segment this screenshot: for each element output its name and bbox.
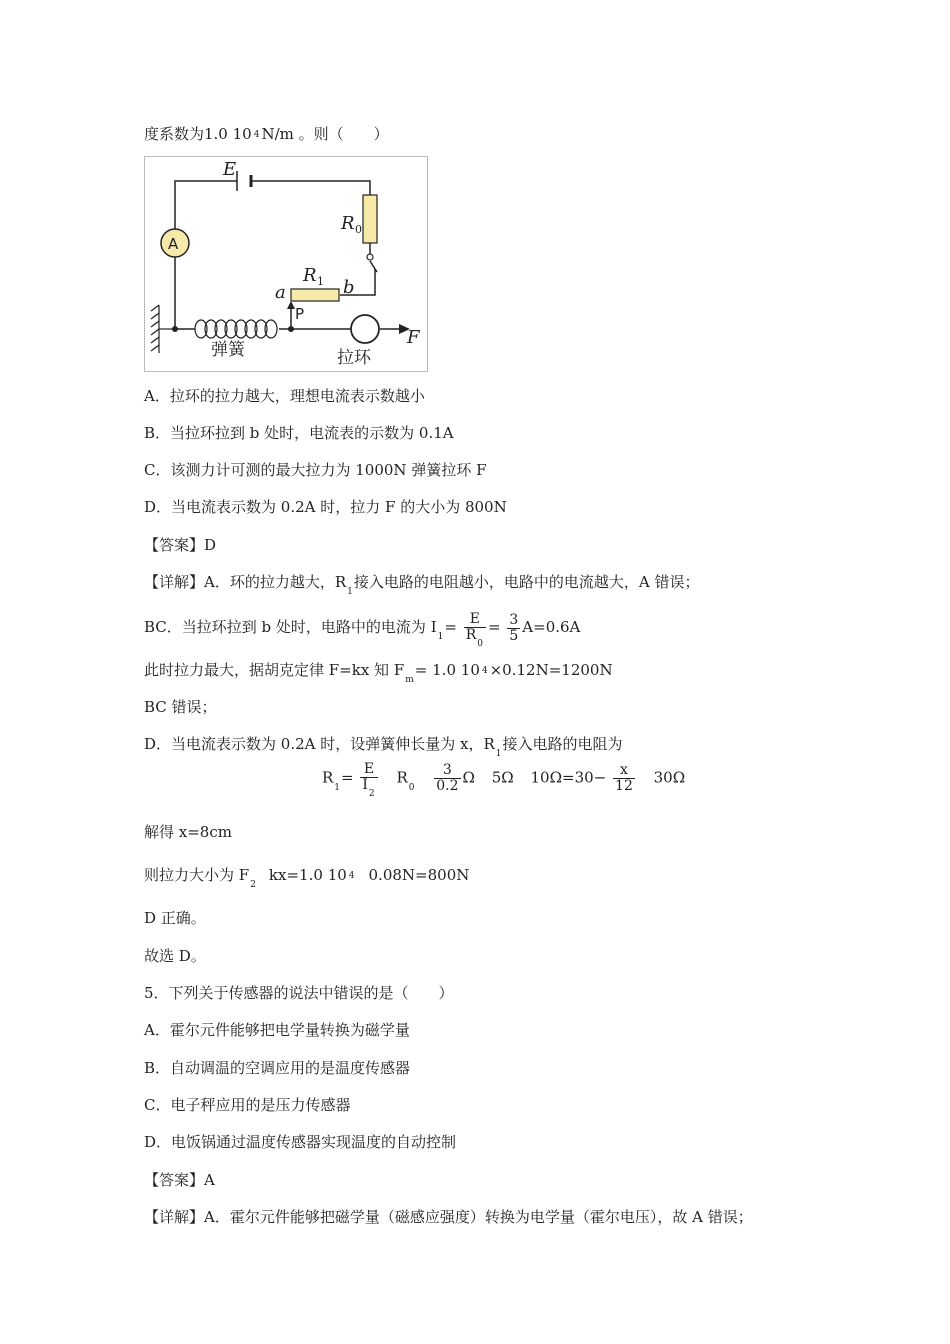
fraction-numerator: x xyxy=(613,763,635,779)
q4-force-pow: 10 xyxy=(327,866,347,884)
question-intro xyxy=(144,124,389,147)
q4-max-sub: m xyxy=(405,675,414,685)
q4-bc-eq: = xyxy=(444,618,457,636)
label-spring: 弹簧 xyxy=(211,340,245,360)
q4-option-c: C．该测力计可测的最大拉力为 1000N 弹簧拉环 F xyxy=(144,461,487,479)
q4-force xyxy=(144,865,469,888)
label-e: E xyxy=(223,159,237,180)
label-r1: R xyxy=(303,265,317,286)
q4-bc-text: BC．当拉环拉到 b 处时，电路中的电流为 xyxy=(144,618,426,636)
fraction-numerator: 3 xyxy=(434,763,460,779)
circuit-diagram xyxy=(144,156,428,372)
switch-contact-icon xyxy=(367,254,373,260)
q4-max-result: ×0.12N=1200N xyxy=(489,661,613,679)
q4-detail-bc xyxy=(144,610,580,647)
junction-dot xyxy=(288,326,294,332)
eq-fraction-3-02 xyxy=(434,763,460,794)
label-p: P xyxy=(295,305,305,323)
q4-force-result: 0.08N=800N xyxy=(368,866,470,884)
q5-option-b: B．自动调温的空调应用的是温度传感器 xyxy=(144,1059,411,1077)
fraction-denominator-sub: 0 xyxy=(477,638,484,649)
eq-equals: = xyxy=(341,768,354,787)
q5-stem: 5．下列关于传感器的说法中错误的是（ ） xyxy=(144,984,454,1002)
q4-force-mid: kx=1.0 xyxy=(268,866,323,884)
fraction-numerator: 3 xyxy=(509,611,519,628)
label-ammeter: A xyxy=(168,235,179,253)
label-r0-sub: 0 xyxy=(355,223,362,236)
q4-force-text: 则拉力大小为 F xyxy=(144,866,250,884)
eq-fraction-x-12 xyxy=(613,763,635,794)
q4-force-exp: 4 xyxy=(348,871,355,881)
circuit-svg xyxy=(145,157,427,371)
q4-bc-wrong: BC 错误； xyxy=(144,698,217,716)
fraction-numerator: E xyxy=(464,612,486,628)
fraction-numerator: E xyxy=(360,762,377,778)
resistor-r0-icon xyxy=(363,195,377,243)
q4-bc-result: A=0.6A xyxy=(522,618,581,636)
q4-bc-eq2: = xyxy=(488,618,501,636)
q5-option-a: A．霍尔元件能够把电学量转换为磁学量 xyxy=(144,1021,410,1039)
fraction-denominator xyxy=(360,777,377,799)
fraction-denominator: 12 xyxy=(615,778,633,794)
q4-bc-i: I xyxy=(430,618,437,636)
fraction-denominator-r: R xyxy=(465,626,477,643)
label-ring: 拉环 xyxy=(337,348,371,368)
eq-term-5: 5Ω xyxy=(491,768,514,787)
fraction-denominator: 0.2 xyxy=(436,778,459,794)
q4-bc-fraction-e-r0 xyxy=(464,610,486,649)
fraction-denominator: 5 xyxy=(509,627,519,644)
q4-detail-d xyxy=(144,734,623,757)
q4-bc-fraction-3-5 xyxy=(507,613,520,644)
q4-d-sub: 1 xyxy=(495,749,502,759)
q4-detail-a-sub: 1 xyxy=(347,587,353,597)
q4-choose: 故选 D。 xyxy=(144,947,206,965)
eq-r0-sub: 0 xyxy=(408,782,415,793)
q4-max-force xyxy=(144,660,613,683)
q4-d-tail: 接入电路的电阻为 xyxy=(502,735,623,753)
label-b: b xyxy=(343,277,355,298)
spring-icon xyxy=(195,320,277,338)
q4-d-right: D 正确。 xyxy=(144,909,206,927)
q4-bc-i-sub: 1 xyxy=(437,632,444,642)
eq-fraction-e-i2 xyxy=(360,761,377,799)
fraction-denominator-sub: 2 xyxy=(368,789,375,799)
q4-answer: 【答案】D xyxy=(144,536,217,554)
label-f: F xyxy=(407,327,420,348)
intro-power-base: 10 xyxy=(232,125,252,143)
q4-max-pow: 10 xyxy=(460,661,480,679)
fraction-denominator-i: I xyxy=(362,777,368,793)
q4-equation xyxy=(322,761,686,799)
q4-max-mid: = 1.0 xyxy=(414,661,456,679)
label-r0: R xyxy=(341,213,355,234)
eq-term-10: 10Ω=30− xyxy=(530,768,607,787)
eq-term-30: 30Ω xyxy=(653,768,686,787)
eq-omega: Ω xyxy=(462,768,475,787)
resistor-r1-icon xyxy=(291,289,339,301)
q4-force-sub: 2 xyxy=(250,880,256,890)
intro-text: 度系数为1.0 xyxy=(144,125,228,143)
junction-dot xyxy=(172,326,178,332)
q4-detail-a-tail: 接入电路的电阻越小，电路中的电流越大，A 错误； xyxy=(353,573,700,591)
q4-detail-a-text: 【详解】A．环的拉力越大，R xyxy=(144,573,347,591)
battery-icon xyxy=(237,171,251,191)
eq-r: R xyxy=(322,768,334,787)
q5-option-c: C．电子秤应用的是压力传感器 xyxy=(144,1096,351,1114)
q4-max-exp: 4 xyxy=(481,666,488,676)
label-a: a xyxy=(275,282,286,303)
q4-d-text: D．当电流表示数为 0.2A 时，设弹簧伸长量为 x，R xyxy=(144,735,495,753)
label-r1-sub: 1 xyxy=(317,275,324,288)
q5-answer: 【答案】A xyxy=(144,1171,215,1189)
q5-detail: 【详解】A．霍尔元件能够把磁学量（磁感应强度）转换为电学量（霍尔电压），故 A 错误； xyxy=(144,1208,753,1226)
ring-icon xyxy=(351,315,379,343)
q4-detail-a xyxy=(144,572,699,595)
intro-exponent: 4 xyxy=(253,130,260,140)
q4-solve: 解得 x=8cm xyxy=(144,823,232,841)
eq-r0: R xyxy=(396,768,408,787)
eq-r-sub: 1 xyxy=(334,782,341,793)
q4-option-d: D．当电流表示数为 0.2A 时，拉力 F 的大小为 800N xyxy=(144,498,507,516)
intro-tail: N/m 。则（ ） xyxy=(261,125,389,143)
q4-max-text: 此时拉力最大，据胡克定律 F=kx 知 F xyxy=(144,661,405,679)
wall-hatch-icon xyxy=(151,305,175,353)
q4-option-b: B．当拉环拉到 b 处时，电流表的示数为 0.1A xyxy=(144,424,454,442)
q5-option-d: D．电饭锅通过温度传感器实现温度的自动控制 xyxy=(144,1133,457,1151)
fraction-denominator xyxy=(464,626,486,649)
q4-option-a: A．拉环的拉力越大，理想电流表示数越小 xyxy=(144,387,425,405)
slider-arrow-icon xyxy=(287,301,295,309)
